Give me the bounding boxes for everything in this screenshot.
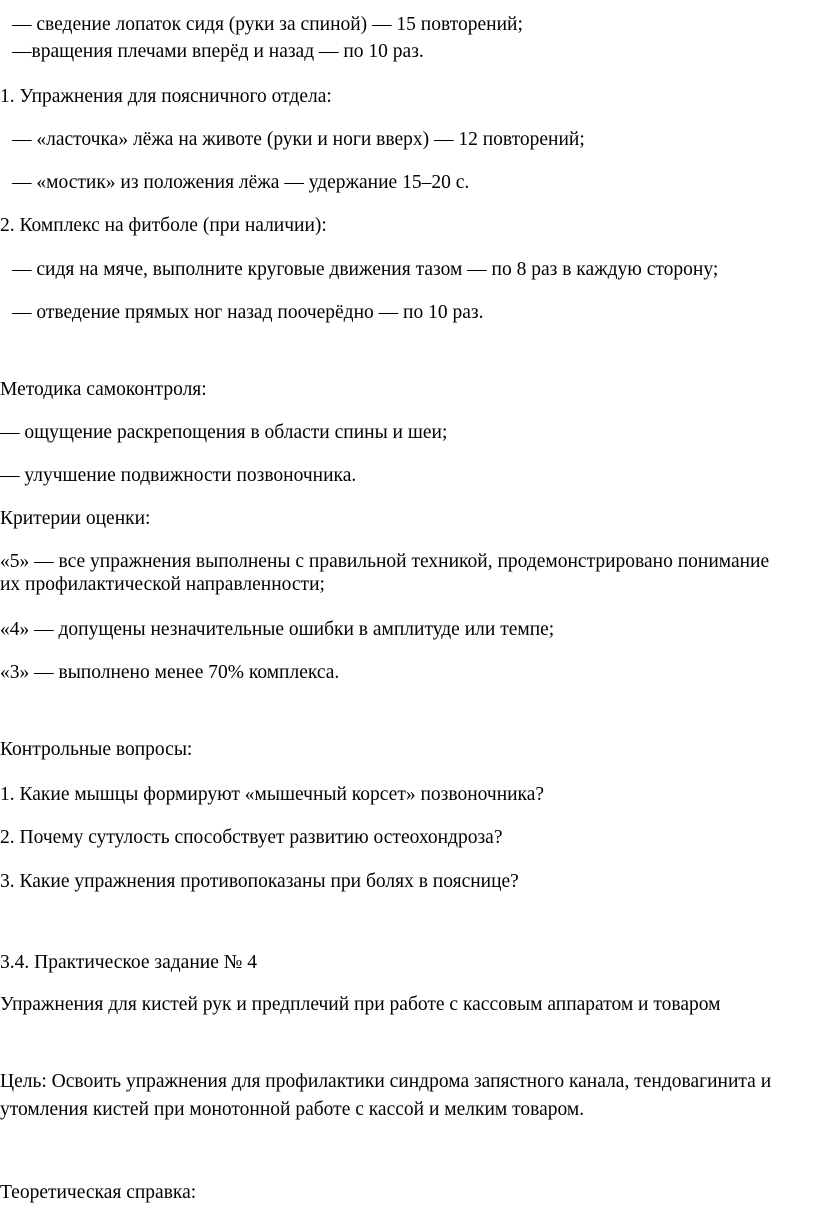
section-heading: Методика самоконтроля:	[0, 379, 207, 400]
goal-text: Цель: Освоить упражнения для профилактики синдрома запястного канала, тендовагинита и	[0, 1071, 772, 1092]
exercise-item: — «ласточка» лёжа на животе (руки и ноги вверх) — 12 повторений;	[12, 129, 585, 150]
section-heading: 2. Комплекс на фитболе (при наличии):	[0, 215, 327, 236]
section-heading: Критерии оценки:	[0, 508, 151, 529]
task-heading: 3.4. Практическое задание № 4	[0, 952, 257, 973]
list-item: — улучшение подвижности позвоночника.	[0, 465, 357, 486]
criteria-item: «4» — допущены незначительные ошибки в амплитуде или темпе;	[0, 619, 555, 640]
question-item: 3. Какие упражнения противопоказаны при болях в пояснице?	[0, 871, 519, 892]
question-item: 1. Какие мышцы формируют «мышечный корсет» позвоночника?	[0, 784, 545, 805]
exercise-item: —вращения плечами вперёд и назад — по 10 раз.	[12, 41, 424, 62]
question-item: 2. Почему сутулость способствует развитию остеохондроза?	[0, 827, 503, 848]
task-title: Упражнения для кистей рук и предплечий при работе с кассовым аппаратом и товаром	[0, 994, 721, 1015]
section-heading: Контрольные вопросы:	[0, 739, 193, 760]
exercise-item: — сведение лопаток сидя (руки за спиной) — 15 повторений;	[12, 14, 523, 35]
exercise-item: — сидя на мяче, выполните круговые движения тазом — по 8 раз в каждую сторону;	[12, 259, 719, 280]
section-heading: Теоретическая справка:	[0, 1182, 197, 1203]
criteria-item: «5» — все упражнения выполнены с правильной техникой, продемонстрировано понимание	[0, 551, 770, 572]
exercise-item: — «мостик» из положения лёжа — удержание 15–20 с.	[12, 172, 470, 193]
list-item: — ощущение раскрепощения в области спины и шеи;	[0, 422, 448, 443]
criteria-item-continued: их профилактической направленности;	[0, 574, 325, 595]
criteria-item: «3» — выполнено менее 70% комплекса.	[0, 662, 340, 683]
goal-text-continued: утомления кистей при монотонной работе с кассой и мелким товаром.	[0, 1099, 585, 1120]
exercise-item: — отведение прямых ног назад поочерёдно — по 10 раз.	[12, 302, 484, 323]
section-heading: 1. Упражнения для поясничного отдела:	[0, 86, 332, 107]
